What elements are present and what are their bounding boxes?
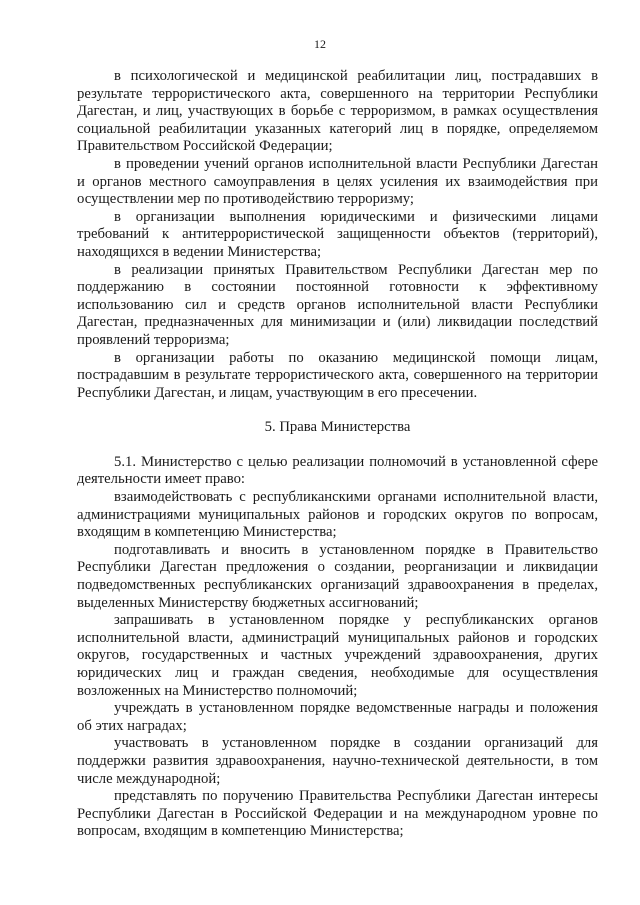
paragraph: участвовать в установленном порядке в создании организаций для поддержки развития здравоохранения, научно-технической деятельности, в том числе международной; [77,735,598,787]
paragraph: представлять по поручению Правительства Республики Дагестан интересы Республики Дагестан в Российской Федерации и на международном уровне по вопросам, входящим в компетенцию Министерства; [77,788,598,840]
paragraph: в психологической и медицинской реабилитации лиц, пострадавших в результате террористического акта, совершенного на территории Республики Дагестан, и лиц, участвующих в борьбе с терроризмом, в рамках осуществления социальной реабилитации указанных категорий лиц в порядке, определяемом Правительством Российской Федерации; [77,68,598,155]
paragraph: подготавливать и вносить в установленном порядке в Правительство Республики Дагестан предложения о создании, реорганизации и ликвидации подведомственных республиканских организаций здравоохранения в пределах, выделенных Министерству бюджетных ассигнований; [77,541,598,611]
paragraph: в проведении учений органов исполнительной власти Республики Дагестан и органов местного самоуправления в целях усиления их взаимодействия при осуществлении мер по противодействию терроризму; [77,155,598,208]
document-body [77,68,598,841]
section-heading: 5. Права Министерства [264,419,411,436]
paragraph: 5.1. Министерство с целью реализации полномочий в установленной сфере деятельности имеет право: [77,453,598,488]
paragraph: учреждать в установленном порядке ведомственные награды и положения об этих наградах; [77,700,598,734]
paragraph: в реализации принятых Правительством Республики Дагестан мер по поддержанию в состоянии постоянной готовности к эффективному использованию сил и средств органов исполнительной власти Республики Дагестан, предназначенных для минимизации и (или) ликвидации последствий проявлений терроризма; [77,261,598,348]
paragraph: в организации выполнения юридическими и физическими лицами требований к антитеррористической защищенности объектов (территорий), находящихся в ведении Министерства; [77,208,598,260]
paragraph: запрашивать в установленном порядке у республиканских органов исполнительной власти, администраций муниципальных районов и городских округов, государственных и частных учреждений здравоохранения, других юридических лиц и граждан сведения, необходимые для осуществления возложенных на Министерство полномочий; [77,612,598,699]
paragraph: взаимодействовать с республиканскими органами исполнительной власти, администрациями муниципальных районов и городских округов по вопросам, входящим в компетенцию Министерства; [77,489,598,541]
page-number: 12 [314,37,326,51]
paragraph: в организации работы по оказанию медицинской помощи лицам, пострадавшим в результате террористического акта, совершенного на территории Республики Дагестан, и лицам, участвующим в его пресечении. [77,349,598,401]
